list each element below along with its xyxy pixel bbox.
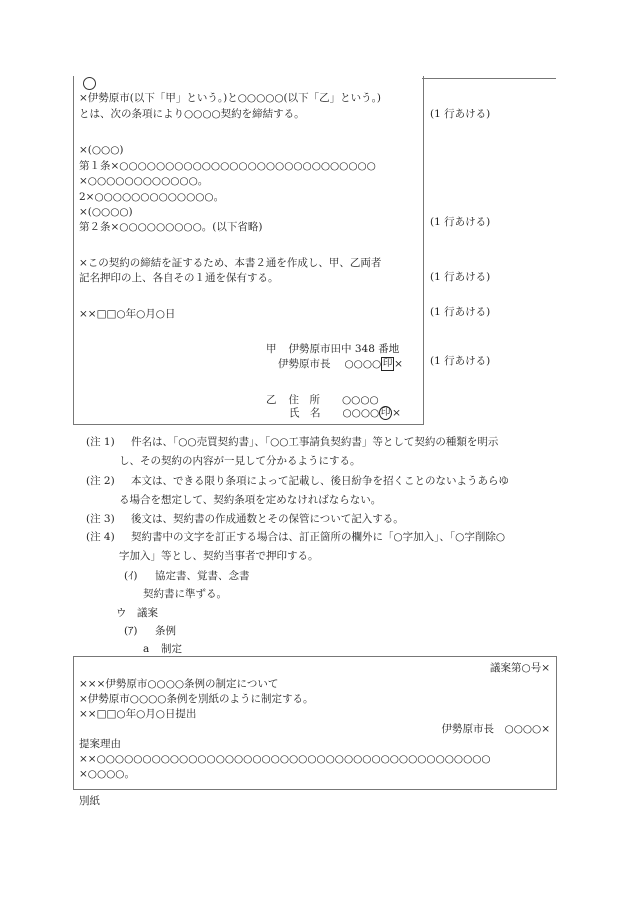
note-3-line-1: 後文は、契約書の作成通数とその保管について記入する。 — [131, 513, 404, 525]
party-a-address-line — [266, 342, 399, 356]
side-note-bracket — [422, 78, 556, 79]
contract-preamble-line-1: ×伊勢原市(以下「甲」という。)と○○○○○(以下「乙」という。) — [79, 92, 381, 104]
party-b-label: 乙 — [266, 394, 277, 406]
article-1-line-1: 第１条×○○○○○○○○○○○○○○○○○○○○○○○○○○○○ — [79, 160, 376, 172]
contract-sample-box — [73, 76, 424, 425]
closing-line-2: 記名押印の上、各自その１通を保有する。 — [79, 272, 279, 284]
note-1-line-1: 件名は、「○○売買契約書」、「○○工事請負契約書」等として契約の種類を明示 — [131, 436, 499, 448]
outline-item-small-a-label: a — [143, 643, 150, 655]
outline-item-a-label: (ｱ) — [124, 625, 138, 637]
bill-proposer: 伊勢原市長 ○○○○× — [441, 723, 550, 735]
corner-circle-mark — [83, 77, 96, 90]
outline-item-u-title: 議案 — [137, 607, 158, 619]
party-b-address: ○○○○ — [342, 394, 379, 406]
party-a-address: 伊勢原市田中 348 番地 — [288, 343, 400, 355]
outline-item-i-label: (ｲ) — [124, 570, 138, 582]
contract-date: ××□□○年○月○日 — [79, 308, 176, 320]
note-1-line-2: し、その契約の内容が一見して分かるようにする。 — [119, 455, 361, 467]
party-b-name: ○○○○ — [342, 407, 380, 419]
bill-reason-label: 提案理由 — [79, 738, 121, 750]
round-seal-icon: 印 — [380, 407, 391, 418]
square-seal-icon: 印 — [382, 358, 393, 369]
party-a-title: 伊勢原市長 — [278, 358, 331, 370]
party-b-suffix: × — [392, 407, 401, 419]
attachment-label: 別紙 — [79, 795, 100, 807]
article-2-line-1: 第２条×○○○○○○○○○。(以下省略) — [79, 221, 263, 233]
outline-item-i-title: 協定書、覚書、念書 — [155, 570, 250, 582]
party-a-name: ○○○○ — [344, 358, 382, 370]
note-2-line-2: る場合を想定して、契約条項を定めなければならない。 — [119, 494, 382, 506]
bill-number: 議案第○号× — [490, 662, 550, 674]
bill-date: ××□□○年○月○日提出 — [79, 708, 197, 720]
closing-line-1: ×この契約の締結を証するため、本書２通を作成し、甲、乙両者 — [79, 257, 382, 269]
note-4-line-2: 字加入」等とし、契約当事者で押印する。 — [119, 550, 319, 562]
bill-title: ×××伊勢原市○○○○条例の制定について — [79, 678, 279, 690]
party-b-name-line — [289, 406, 401, 420]
outline-item-a-title: 条例 — [155, 625, 176, 637]
note-2-label: (注 2) — [86, 475, 115, 487]
party-b-address-line — [266, 393, 379, 407]
article-1-paragraph-2: 2×○○○○○○○○○○○○○。 — [79, 191, 225, 203]
article-1-line-2: ×○○○○○○○○○○○○。 — [79, 175, 209, 187]
article-1-heading: ×(○○○) — [79, 144, 124, 156]
contract-preamble-line-2: とは、次の条項により○○○○契約を締結する。 — [79, 108, 305, 120]
bill-body: ×伊勢原市○○○○条例を別紙のように制定する。 — [79, 693, 314, 705]
side-note-3: (1 行あける) — [430, 271, 491, 283]
bill-reason-line-1: ××○○○○○○○○○○○○○○○○○○○○○○○○○○○○○○○○○○○○○○○○○○○ — [79, 753, 491, 765]
note-1-label: (注 1) — [86, 436, 115, 448]
outline-item-u-label: ウ — [116, 607, 127, 619]
article-2-heading: ×(○○○○) — [79, 206, 133, 218]
note-4-line-1: 契約書中の文字を訂正する場合は、訂正箇所の欄外に「○字加入」、「○字削除○ — [131, 531, 505, 543]
outline-item-i-body: 契約書に準ずる。 — [143, 588, 227, 600]
note-4-label: (注 4) — [86, 531, 115, 543]
note-2-line-1: 本文は、できる限り条項によって記載し、後日紛争を招くことのないようあらゆ — [131, 475, 509, 487]
note-3-label: (注 3) — [86, 513, 115, 525]
outline-item-small-a-title: 制定 — [161, 643, 182, 655]
party-b-name-label: 氏 名 — [289, 407, 321, 419]
party-a-label: 甲 — [266, 343, 277, 355]
bill-reason-line-2: ×○○○○。 — [79, 768, 135, 780]
side-note-4: (1 行あける) — [430, 306, 491, 318]
side-note-2: (1 行あける) — [430, 216, 491, 228]
party-a-name-line — [278, 357, 403, 371]
party-a-suffix: × — [394, 358, 403, 370]
side-note-5: (1 行あける) — [430, 355, 491, 367]
side-note-1: (1 行あける) — [430, 108, 491, 120]
party-b-address-label: 住 所 — [288, 394, 320, 406]
